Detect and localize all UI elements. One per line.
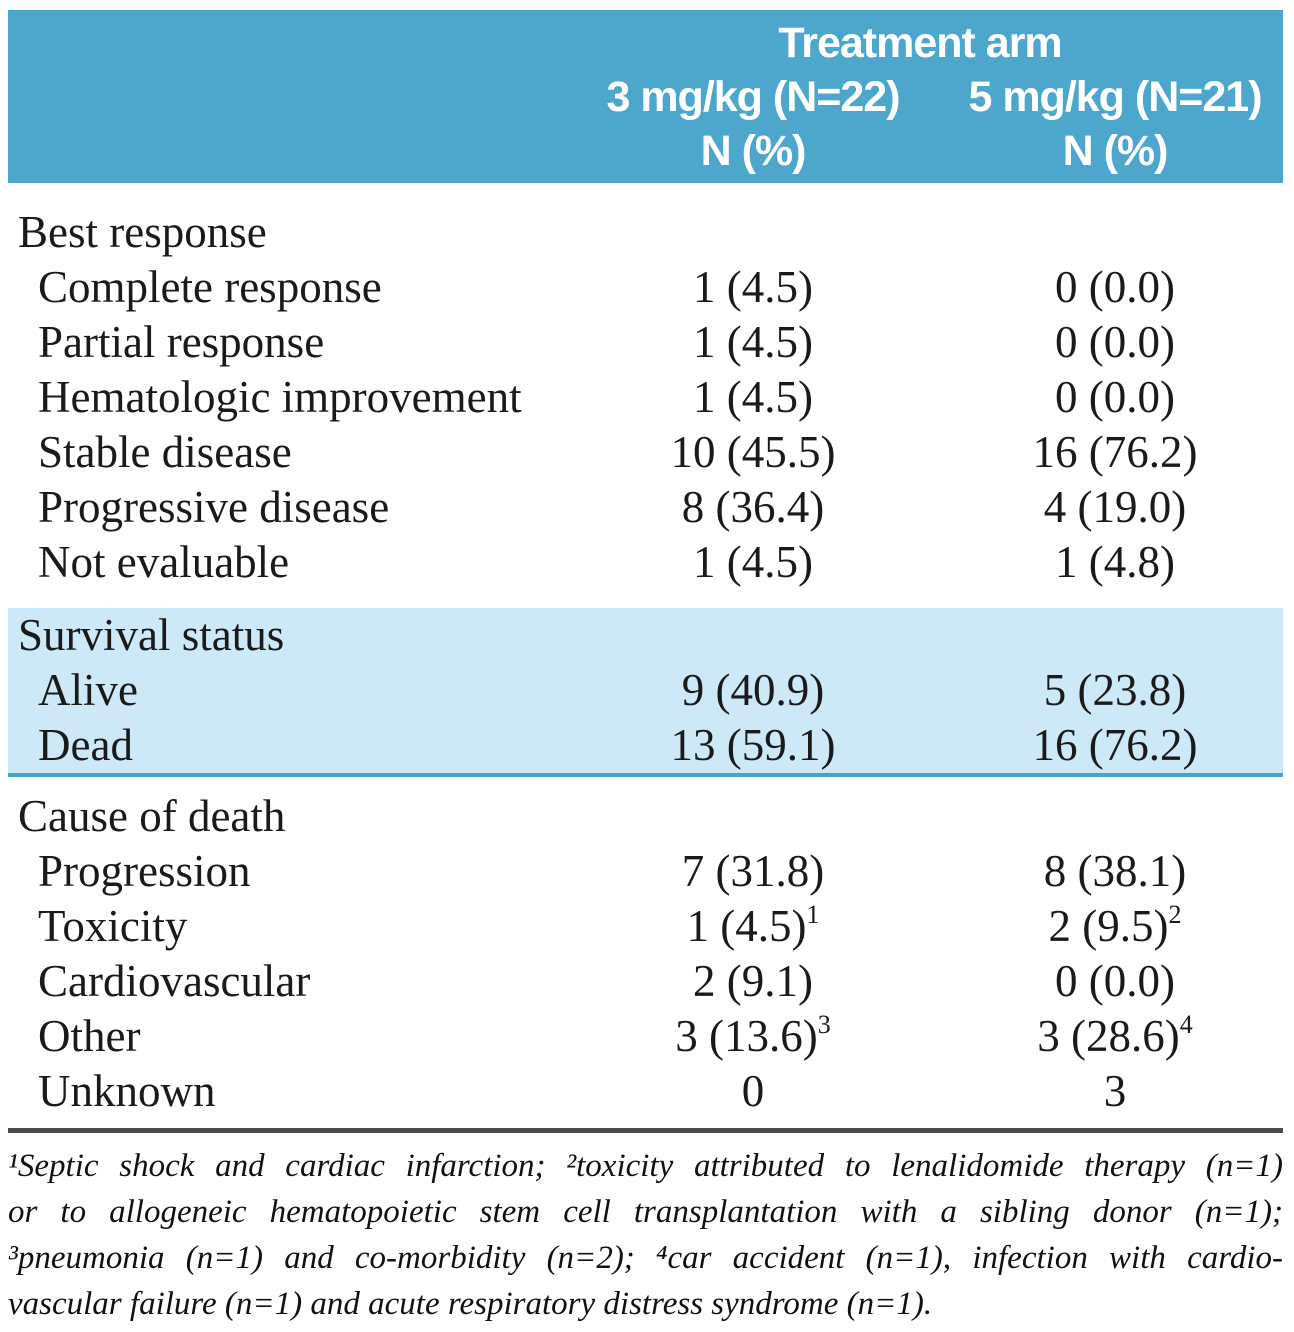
- row-label: Complete response: [38, 262, 382, 312]
- footnote-line: vascular failure (n=1) and acute respiratory distress syndrome (n=1).: [8, 1286, 933, 1322]
- section-best-response: [8, 183, 1283, 590]
- table-row: [8, 370, 1283, 425]
- value-3mg: 1 $(4.5)^1$: [686, 900, 820, 951]
- value-5mg: 0 (0.0): [1055, 372, 1175, 422]
- section-title: Survival status: [18, 610, 285, 660]
- section-cause-of-death: [8, 777, 1283, 1119]
- row-label: Progressive disease: [38, 482, 390, 532]
- table-row: [8, 899, 1283, 954]
- value-5mg: 5 (23.8): [1043, 665, 1187, 715]
- value-3mg: 3 $(13.6)^3$: [675, 1010, 831, 1061]
- row-label: Unknown: [38, 1066, 216, 1116]
- row-label: Other: [38, 1011, 141, 1061]
- table-header: [8, 10, 1283, 183]
- table-row: [8, 1009, 1283, 1064]
- footnote: [8, 1143, 1283, 1327]
- footnote-marker: 3: [817, 1010, 831, 1039]
- value-3mg: 10 (45.5): [670, 427, 836, 477]
- table-row: [8, 425, 1283, 480]
- value-5mg: 1 (4.8): [1055, 537, 1175, 587]
- section-title-row: [8, 205, 1283, 260]
- footnote-line: or to allogeneic hematopoietic stem cell transplantation with a sibling donor (n=1);: [8, 1194, 1283, 1230]
- value-3mg: 9 (40.9): [681, 665, 825, 715]
- value-5mg: 3: [1103, 1066, 1127, 1116]
- value-3mg: 1 (4.5): [693, 262, 813, 312]
- value-5mg: 2 $(9.5)^2$: [1048, 900, 1182, 951]
- col-header-5mg: 5 mg/kg (N=21): [968, 73, 1262, 121]
- value-5mg: 3 $(28.6)^4$: [1037, 1010, 1193, 1061]
- value-3mg: 0: [741, 1066, 765, 1116]
- section-title-row: [8, 608, 1283, 663]
- value-5mg: 16 (76.2): [1032, 427, 1198, 477]
- treatment-arm-header: Treatment arm: [778, 19, 1062, 67]
- table-row: [8, 480, 1283, 535]
- table-row: [8, 1064, 1283, 1119]
- table-row: [8, 260, 1283, 315]
- value-5mg: 8 (38.1): [1043, 846, 1187, 896]
- table-row: [8, 844, 1283, 899]
- footnote-marker: 2: [1168, 900, 1182, 929]
- value-3mg: 1 (4.5): [693, 537, 813, 587]
- row-label-spacer: [8, 70, 558, 125]
- row-label: Dead: [38, 720, 133, 770]
- table-row: [8, 718, 1283, 773]
- table-row: [8, 315, 1283, 370]
- value-5mg: 16 (76.2): [1032, 720, 1198, 770]
- table-row: [8, 663, 1283, 718]
- footnote-line: ¹Septic shock and cardiac infarction; ²toxicity attributed to lenalidomide therapy (n=1): [8, 1148, 1283, 1184]
- col-subheader-5mg: N (%): [1062, 127, 1168, 175]
- row-label: Toxicity: [38, 901, 188, 951]
- row-label: Not evaluable: [38, 537, 290, 587]
- value-5mg: 0 (0.0): [1055, 317, 1175, 367]
- value-3mg: 1 (4.5): [693, 372, 813, 422]
- row-label: Cardiovascular: [38, 956, 311, 1006]
- value-3mg: 13 (59.1): [670, 720, 836, 770]
- value-5mg: 0 (0.0): [1055, 956, 1175, 1006]
- table-row: [8, 954, 1283, 1009]
- value-5mg: 0 (0.0): [1055, 262, 1175, 312]
- value-3mg: 1 (4.5): [693, 317, 813, 367]
- value-3mg: 7 (31.8): [681, 846, 825, 896]
- row-label: Alive: [38, 665, 138, 715]
- footnote-line: ³pneumonia (n=1) and co-morbidity (n=2); ⁴car accident (n=1), infection with cardio-: [8, 1240, 1283, 1276]
- section-title: Cause of death: [18, 791, 286, 841]
- row-label: Hematologic improvement: [38, 372, 522, 422]
- section-title: Best response: [18, 207, 267, 257]
- col-header-3mg: 3 mg/kg (N=22): [606, 73, 900, 121]
- footnote-marker: 1: [806, 900, 820, 929]
- row-label: Progression: [38, 846, 251, 896]
- value-3mg: 2 (9.1): [693, 956, 813, 1006]
- value-3mg: 8 (36.4): [681, 482, 825, 532]
- table-row: [8, 535, 1283, 590]
- row-label: Stable disease: [38, 427, 292, 477]
- row-label-spacer: [8, 125, 558, 183]
- section-title-row: [8, 789, 1283, 844]
- footnote-marker: 4: [1179, 1010, 1193, 1039]
- section-survival-status: [8, 608, 1283, 777]
- value-5mg: 4 (19.0): [1043, 482, 1187, 532]
- footnote-divider: [8, 1128, 1283, 1133]
- row-label: Partial response: [38, 317, 325, 367]
- col-subheader-3mg: N (%): [700, 127, 806, 175]
